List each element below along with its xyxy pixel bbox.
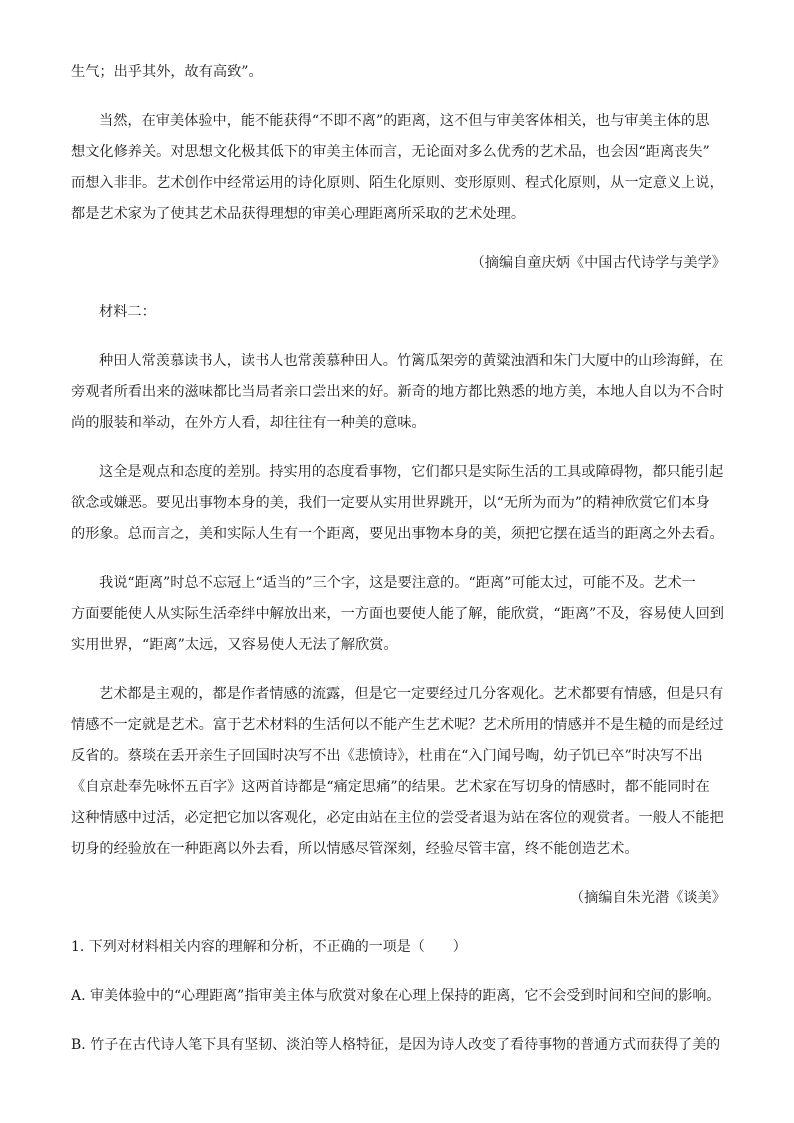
text-line: 艺术都是主观的，都是作者情感的流露，但是它一定要经过几分客观化。艺术都要有情感，但是只有 xyxy=(99,686,724,702)
text-line: 方面要能使人从实际生活牵绊中解放出来，一方面也要使人能了解，能欣赏，“距离”不及，容易使人回到 xyxy=(71,606,724,622)
document-body xyxy=(71,62,726,1055)
text-line: 都是艺术家为了使其艺术品获得理想的审美心理距离所采取的艺术处理。 xyxy=(71,206,526,222)
text-line: 尚的服装和举动，在外方人看，却往往有一种美的意味。 xyxy=(71,415,426,431)
material-heading: 材料二： xyxy=(99,304,156,320)
text-line: 种田人常羡慕读书人，读书人也常羡慕种田人。竹篱瓜架旁的黄粱浊酒和朱门大厦中的山珍海鲜，在 xyxy=(99,353,724,369)
text-line: 实用世界，“距离”太远，又容易使人无法了解欣赏。 xyxy=(71,637,398,653)
text-line: 欲念或嫌恶。要见出事物本身的美，我们一定要从实用世界跳开，以“无所为而为”的精神欣赏它们本身 xyxy=(71,495,710,511)
source-citation-1: （摘编自童庆炳《中国古代诗学与美学》 xyxy=(470,255,726,271)
text-line: 旁观者所看出来的滋味都比当局者亲口尝出来的好。新奇的地方都比熟悉的地方美，本地人自以为不合时 xyxy=(71,384,724,400)
paragraph-farmers-scholars xyxy=(71,351,726,433)
text-line: 而想入非非。艺术创作中经常运用的诗化原则、陌生化原则、变形原则、程式化原则，从一定意义上说， xyxy=(71,175,724,191)
paragraph-appropriate-distance xyxy=(71,573,726,655)
source-citation-2: （摘编自朱光潜《谈美》 xyxy=(569,890,726,906)
paragraph-attitude xyxy=(71,462,726,544)
option-a: A. 审美体验中的“心理距离”指审美主体与欣赏对象在心理上保持的距离，它不会受到时间和空间的影响。 xyxy=(71,988,721,1004)
question-1: 1. 下列对材料相关内容的理解和分析，不正确的一项是（ ） xyxy=(71,939,467,955)
text-line: 《自京赴奉先咏怀五百字》这两首诗都是“痛定思痛”的结果。艺术家在写切身的情感时，都不能同时在 xyxy=(71,779,710,795)
text-line: 想文化修养关。对思想文化极其低下的审美主体而言，无论面对多么优秀的艺术品，也会因“距离丧失” xyxy=(71,144,710,160)
text-line: 情感不一定就是艺术。富于艺术材料的生活何以不能产生艺术呢？艺术所用的情感并不是生糙的而是经过 xyxy=(71,717,724,733)
text-line: 我说“距离”时总不忘冠上“适当的”三个字，这是要注意的。“距离”可能太过，可能不及。艺术一 xyxy=(99,575,696,591)
option-b: B. 竹子在古代诗人笔下具有坚韧、淡泊等人格特征，是因为诗人改变了看待事物的普通方式而获得了美的 xyxy=(71,1037,721,1053)
paragraph-continuation xyxy=(71,62,726,82)
text-line: 当然，在审美体验中，能不能获得“不即不离”的距离，这不但与审美客体相关，也与审美主体的思 xyxy=(99,113,710,129)
text-line: 切身的经验放在一种距离以外去看，所以情感尽管深刻，经验尽管丰富，终不能创造艺术。 xyxy=(71,841,639,857)
text-line: 的形象。总而言之，美和实际人生有一个距离，要见出事物本身的美，须把它摆在适当的距离之外去看。 xyxy=(71,526,724,542)
text-line: 这种情感中过活，必定把它加以客观化，必定由站在主位的尝受者退为站在客位的观赏者。一般人不能把 xyxy=(71,810,724,826)
text-line: 生气；出乎其外，故有高致”。 xyxy=(71,64,263,80)
paragraph-art-subjective xyxy=(71,684,726,859)
text-line: 反省的。蔡琰在丢开亲生子回国时决写不出《悲愤诗》，杜甫在“入门闻号啕，幼子饥已卒”时决写不出 xyxy=(71,748,703,764)
text-line: 这全是观点和态度的差别。持实用的态度看事物，它们都只是实际生活的工具或障碍物，都只能引起 xyxy=(99,464,724,480)
paragraph-aesthetic-distance xyxy=(71,111,726,224)
